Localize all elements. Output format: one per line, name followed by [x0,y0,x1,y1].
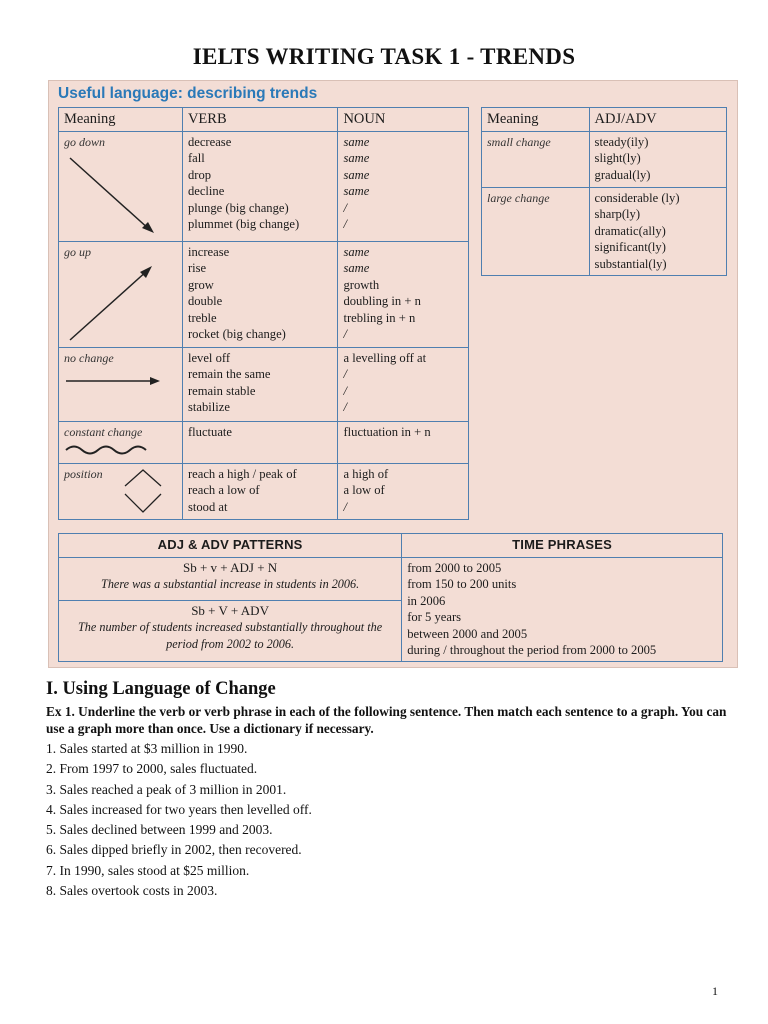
verb-item: rocket (big change) [187,327,286,341]
table-header-row [59,108,469,132]
pattern-cell [59,600,402,661]
noun-item: / [343,383,347,398]
useful-language-heading: Useful language: describing trends [58,85,318,102]
verb-item: stabilize [187,400,230,414]
table-row [59,347,469,421]
pattern-example: There was a substantial increase in students in 2006. [101,577,360,591]
noun-cell [338,241,469,347]
header-meaning: Meaning [482,108,590,132]
noun-cell [338,131,469,241]
time-phrase: for 5 years [407,610,462,624]
meaning-label: go up [64,244,91,259]
arrow-up-icon [64,262,174,344]
verb-item: rise [187,261,207,275]
page-title: IELTS WRITING TASK 1 - TRENDS [192,44,576,69]
header-verb: VERB [182,108,338,132]
verb-item: decline [187,184,225,198]
noun-item: growth [343,277,380,292]
noun-item: / [343,217,347,231]
table-row [59,131,469,241]
noun-item: / [343,400,347,414]
list-item: 6. Sales dipped briefly in 2002, then recovered. [46,842,302,858]
verb-item: plummet (big change) [187,217,300,231]
verb-cell [182,463,338,519]
meaning-label: go down [64,134,106,149]
verb-item: fluctuate [187,424,233,439]
exercise-instructions: Ex 1. Underline the verb or verb phrase in each of the following sentence. Then match each sentence to a graph. You can use a graph more than once. Use a dictionary if necessary. [46,704,727,736]
table-row [59,241,469,347]
noun-item: trebling in + n [343,310,416,325]
verb-item: level off [187,350,231,365]
meaning-cell [59,421,183,463]
pattern-example: The number of students increased substantially throughout the period from 2002 to 2006. [78,620,383,651]
table-row [59,463,469,519]
adj-adv-table [481,107,727,276]
meaning-cell [59,131,183,241]
meaning-cell [482,187,590,275]
meaning-label: no change [64,350,114,365]
peak-trough-icon [121,466,165,518]
verb-item: treble [187,310,217,325]
list-item: 7. In 1990, sales stood at $25 million. [46,862,250,878]
noun-item: same [343,244,370,259]
list-item: 8. Sales overtook costs in 2003. [46,883,218,899]
time-phrase: from 150 to 200 units [407,577,517,591]
meaning-label: position [64,466,103,481]
adj-cell [589,131,726,187]
noun-item: same [343,134,370,149]
verb-cell [182,421,338,463]
noun-item: / [343,200,347,215]
verb-item: double [187,294,223,308]
adj-item: sharp(ly) [594,207,641,221]
header-patterns: ADJ & ADV PATTERNS [59,534,402,558]
patterns-time-table [58,533,723,662]
table-header-row [482,108,727,132]
pattern-formula: Sb + v + ADJ + N [182,559,278,575]
noun-cell [338,463,469,519]
adj-item: significant(ly) [594,240,666,254]
verb-item: stood at [187,499,228,514]
adj-cell [589,187,726,275]
verb-item: increase [187,244,230,259]
time-phrase: in 2006 [407,593,446,608]
noun-cell [338,347,469,421]
time-phrase: between 2000 and 2005 [407,626,528,641]
meaning-cell [59,241,183,347]
arrow-down-icon [64,152,174,236]
noun-item: fluctuation in + n [343,424,431,439]
verb-item: plunge (big change) [187,200,289,215]
header-adj-adv: ADJ/ADV [589,108,726,132]
arrow-right-icon [64,368,174,394]
verb-cell [182,131,338,241]
verb-item: remain the same [187,367,271,381]
noun-item: / [343,327,347,341]
meaning-cell [59,463,183,519]
noun-item: same [343,167,370,182]
verb-cell [182,347,338,421]
noun-item: same [343,151,370,165]
noun-item: a levelling off at [343,350,427,365]
table-row [59,421,469,463]
meaning-cell [59,347,183,421]
meaning-label: large change [487,190,550,205]
list-item: 2. From 1997 to 2000, sales fluctuated. [46,761,258,777]
header-meaning: Meaning [59,108,183,132]
table-row [59,557,723,600]
verb-item: drop [187,167,212,182]
verb-item: reach a high / peak of [187,466,297,481]
adj-item: steady(ily) [594,134,649,149]
adj-item: considerable (ly) [594,190,680,205]
adj-item: gradual(ly) [594,167,651,182]
adj-item: substantial(ly) [594,256,667,271]
verb-item: reach a low of [187,483,260,497]
time-phrases-cell [402,557,723,661]
header-time-phrases: TIME PHRASES [402,534,723,558]
verb-item: grow [187,277,214,292]
meaning-cell [482,131,590,187]
table-row [482,187,727,275]
time-phrase: during / throughout the period from 2000 to 2005 [407,643,657,657]
time-phrase: from 2000 to 2005 [407,560,502,575]
noun-item: a low of [343,483,385,497]
verb-item: fall [187,151,205,165]
noun-item: a high of [343,466,389,481]
meaning-label: small change [487,134,551,149]
list-item: 5. Sales declined between 1999 and 2003. [46,822,273,838]
verb-cell [182,241,338,347]
adj-item: slight(ly) [594,151,641,165]
section-heading: I. Using Language of Change [46,679,276,699]
verb-item: decrease [187,134,232,149]
pattern-formula: Sb + V + ADV [191,602,269,618]
page-number: 1 [712,984,718,998]
noun-item: same [343,261,370,275]
list-item: 3. Sales reached a peak of 3 million in 2001. [46,781,287,797]
wave-icon [64,442,174,458]
noun-item: / [343,367,347,381]
list-item: 1. Sales started at $3 million in 1990. [46,741,248,756]
table-row [482,131,727,187]
exercise-sentence-list [46,739,312,901]
adj-item: dramatic(ally) [594,223,666,238]
noun-item: / [343,499,347,514]
noun-item: same [343,184,370,198]
verb-item: remain stable [187,383,256,398]
trend-verbs-table [58,107,469,520]
header-noun: NOUN [338,108,469,132]
table-header-row [59,534,723,558]
meaning-label: constant change [64,424,143,439]
noun-item: doubling in + n [343,294,421,308]
list-item: 4. Sales increased for two years then levelled off. [46,801,312,817]
noun-cell [338,421,469,463]
pattern-cell [59,557,402,600]
